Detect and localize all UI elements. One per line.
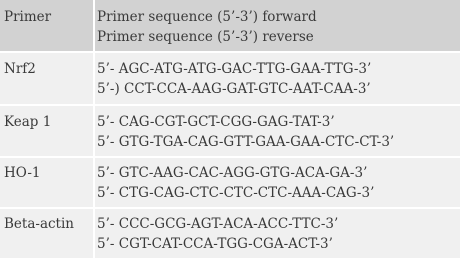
reverse-sequence: 5’- GTG-TGA-CAG-GTT-GAA-GAA-CTC-CT-3’ <box>97 134 395 150</box>
primer-name: HO-1 <box>4 165 41 181</box>
forward-sequence: 5’- CCC-GCG-AGT-ACA-ACC-TTC-3’ <box>97 216 339 232</box>
reverse-sequence: 5’-) CCT-CCA-AAG-GAT-GTC-AAT-CAA-3’ <box>97 81 371 97</box>
forward-sequence: 5’- GTC-AAG-CAC-AGG-GTG-ACA-GA-3’ <box>97 165 368 181</box>
primer-sequences <box>97 163 374 203</box>
primer-name: Nrf2 <box>4 61 36 77</box>
table-row <box>0 53 460 104</box>
primer-sequences <box>97 112 394 152</box>
reverse-sequence: 5’- CTG-CAG-CTC-CTC-CTC-AAA-CAG-3’ <box>97 185 375 201</box>
table-header <box>0 0 460 51</box>
forward-sequence: 5’- CAG-CGT-GCT-CGG-GAG-TAT-3’ <box>97 114 335 130</box>
column-divider <box>93 0 95 258</box>
header-forward: Primer sequence (5’-3’) forward <box>97 9 317 25</box>
header-sequence <box>97 7 317 47</box>
table-row <box>0 158 460 207</box>
header-primer: Primer <box>4 9 52 25</box>
forward-sequence: 5’- AGC-ATG-ATG-GAC-TTG-GAA-TTG-3’ <box>97 61 372 77</box>
reverse-sequence: 5’- CGT-CAT-CCA-TGG-CGA-ACT-3’ <box>97 236 333 252</box>
primer-name: Beta-actin <box>4 216 74 232</box>
table-row <box>0 106 460 156</box>
primer-name: Keap 1 <box>4 114 52 130</box>
header-reverse: Primer sequence (5’-3’) reverse <box>97 29 314 45</box>
primer-sequences <box>97 214 338 254</box>
table-row <box>0 209 460 258</box>
primer-sequences <box>97 59 371 99</box>
